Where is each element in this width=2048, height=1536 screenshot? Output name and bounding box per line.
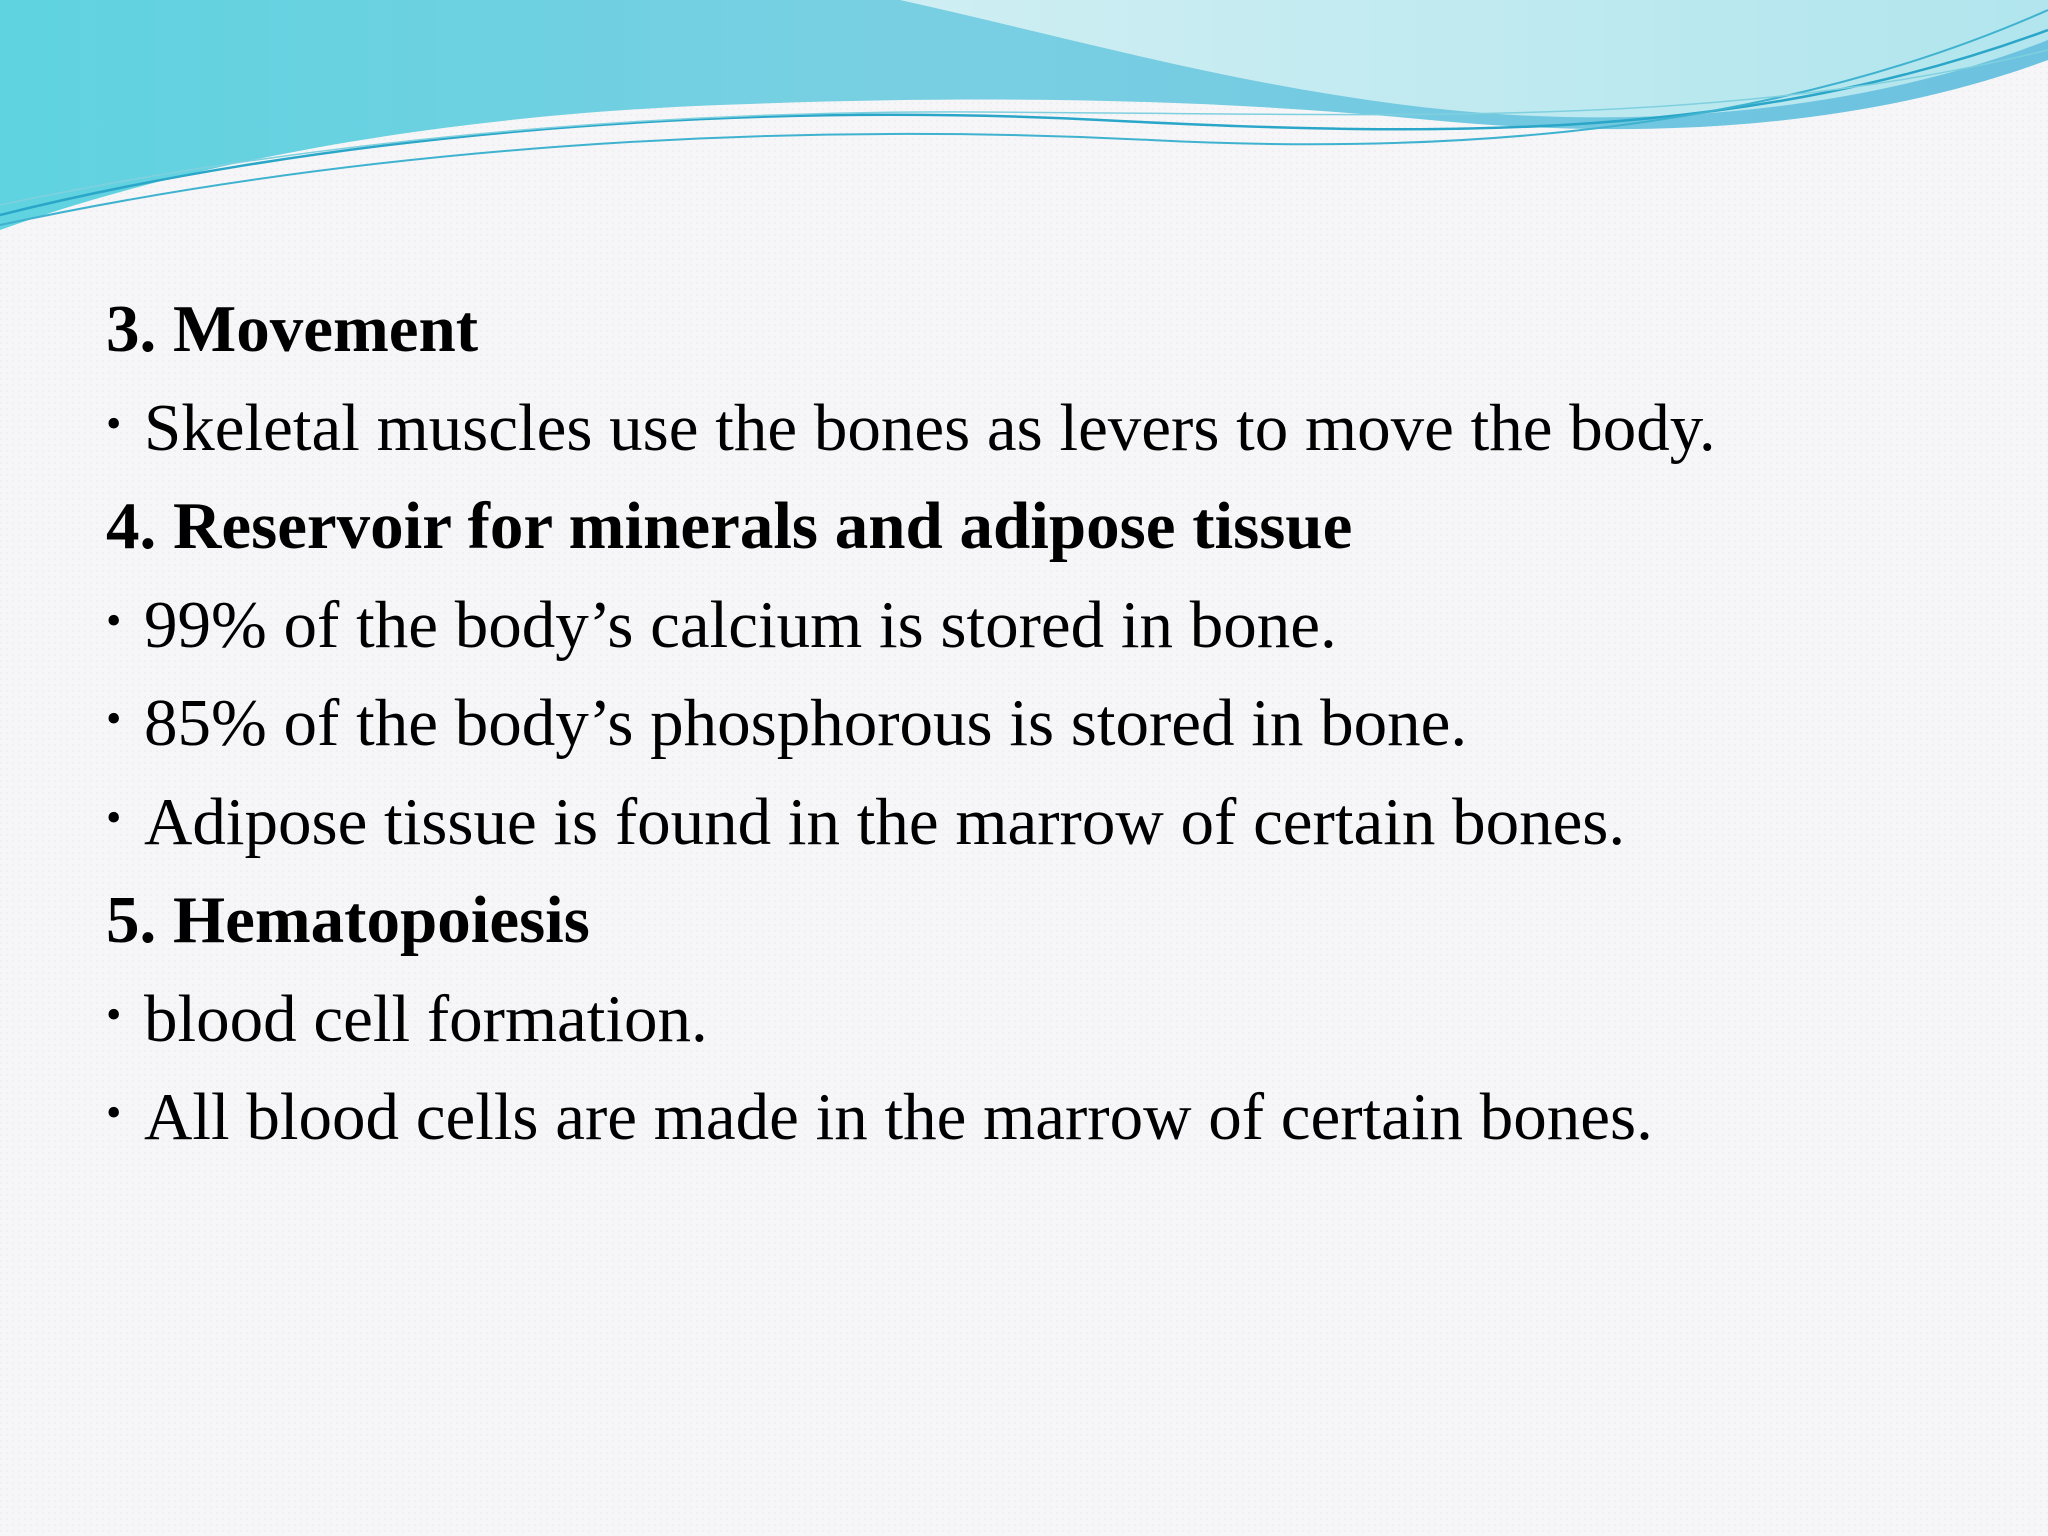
heading-reservoir: 4. Reservoir for minerals and adipose tissue xyxy=(106,489,1353,563)
slide-body xyxy=(106,280,1986,1167)
heading-hematopoiesis: 5. Hematopoiesis xyxy=(106,883,590,957)
bullet-item: • 99% of the body’s calcium is stored in bone. xyxy=(106,576,1986,675)
heading-movement: 3. Movement xyxy=(106,292,479,366)
bullet-item: • All blood cells are made in the marrow of certain bones. xyxy=(106,1068,1986,1167)
bullet-icon: • xyxy=(106,398,122,448)
decorative-wave-banner xyxy=(0,0,2048,240)
bullet-item: • 85% of the body’s phosphorous is stored in bone. xyxy=(106,674,1986,773)
bullet-icon: • xyxy=(106,1088,122,1137)
bullet-item: • Skeletal muscles use the bones as levers to move the body. xyxy=(106,379,1986,478)
bullet-icon: • xyxy=(106,792,122,842)
bullet-item: • blood cell formation. xyxy=(106,970,1986,1069)
bullet-icon: • xyxy=(106,989,122,1039)
bullet-icon: • xyxy=(106,595,122,645)
bullet-item: • Adipose tissue is found in the marrow of certain bones. xyxy=(106,773,1986,872)
bullet-icon: • xyxy=(106,694,122,743)
